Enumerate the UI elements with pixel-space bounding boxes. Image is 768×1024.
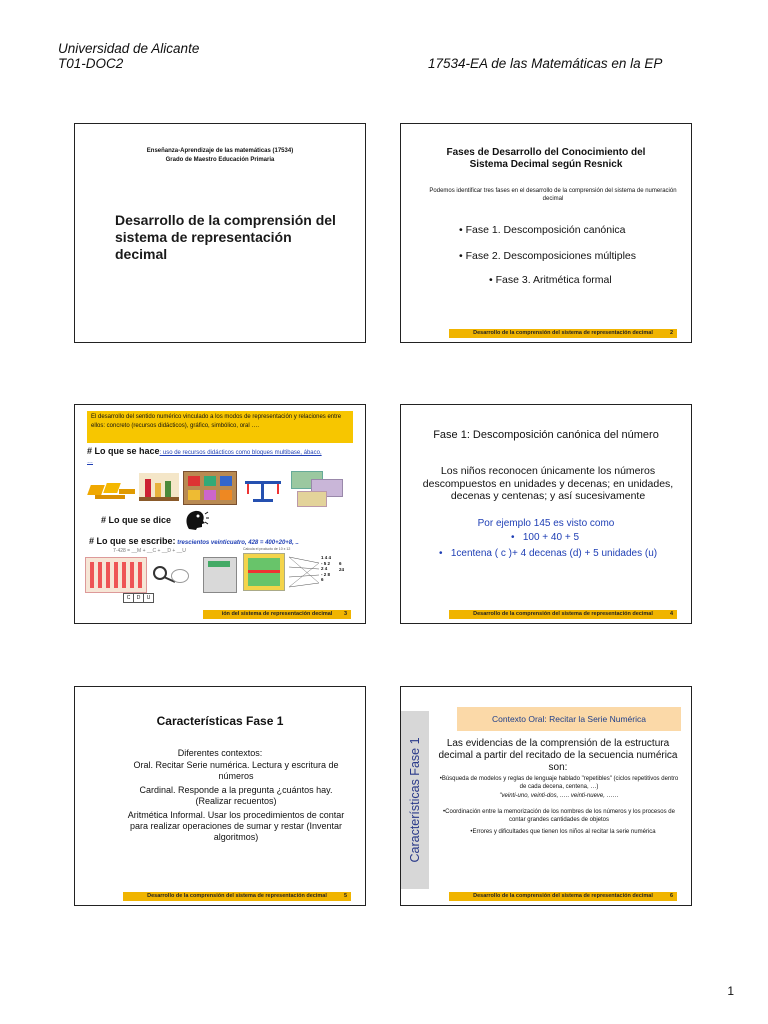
slide5-point-1: Oral. Recitar Serie numérica. Lectura y escritura de números [133,760,339,781]
slide4-bullet-2: • 1centena ( c )+ 4 decenas (d) + 5 unidades (u) [439,548,658,559]
slide2-title: Fases de Desarrollo del Conocimiento del Sistema Decimal según Resnick [446,147,646,170]
slide5-title: Características Fase 1 [156,714,284,728]
slide6-side-bar [401,711,429,889]
slide3-footer: ión del sistema de representación decimal 3 [203,610,351,619]
number-line-diagram [287,555,321,589]
slide6-bullet-1b: "veinti-uno, veinti-dos, ….. veinti-nueve, …… [499,793,619,799]
slide3-hace: # Lo que se hace: uso de recursos didácticos como bloques multibase, ábaco, … [87,446,322,465]
slide5-heading: Diferentes contextos: [177,748,263,758]
slide4-footer: Desarrollo de la comprensión del sistema de representación decimal 4 [449,610,677,619]
university-name: Universidad de Alicante [58,41,200,56]
slide3-subtraction: 1 4 4 - 5 2 2 4 - 2 8 6 [321,555,332,582]
slide6-bullet-2: •Coordinación entre la memorización de los nombres de los números y los procesos de contar grandes cantidades de objetos [443,809,675,823]
slide3-subtraction-2: 6 24 [339,561,345,572]
slide3-formula: 7·428 = __M + __C + __D + __U [113,548,186,554]
counting-box-image [183,471,237,505]
slide3-chart-note: Calcula el producto de 10 x 12 [243,547,291,551]
money-image [289,469,345,507]
slide2-footer: Desarrollo de la comprensión del sistema de representación decimal 2 [449,329,677,338]
slide-6 [400,686,692,906]
slide2-item-2: • Fase 2. Descomposiciones múltiples [459,250,636,262]
slide-3 [74,404,366,624]
slide4-title: Fase 1: Descomposición canónica del número [433,429,659,441]
balance-scale-image [243,475,283,503]
bead-abacus-image [85,557,147,593]
slide2-item-1: • Fase 1. Descomposición canónica [459,224,626,236]
slide5-point-2: Cardinal. Responde a la pregunta ¿cuántos hay. (Realizar recuentos) [139,785,333,806]
document-code: T01-DOC2 [58,56,124,71]
slide6-side-label: Características Fase 1 [408,737,422,863]
slide6-bullet-3: •Errores y dificultades que tienen los niños al recitar la serie numérica [470,829,656,835]
slide-4 [400,404,692,624]
slide3-intro-box: El desarrollo del sentido numérico vinculado a los modos de representación y relaciones entre ellos: concreto (recursos didácticos), gráfico, simbólico, oral …. [87,411,353,443]
slide6-bullet-1: •Búsqueda de modelos y reglas de lenguaje hablado "repetibles" (ciclos repetitivos dentro de cada decena, centena, …) [439,776,679,790]
slide1-degree-line: Grado de Maestro Educación Primaria [165,157,275,163]
slide3-dice: # Lo que se dice [101,515,172,525]
course-name: 17534-EA de las Matemáticas en la EP [428,56,663,71]
slide6-intro: Las evidencias de la comprensión de la estructura decimal a partir del recitado de la secuencia numérica son: [438,738,678,773]
slide6-footer: Desarrollo de la comprensión del sistema de representación decimal 6 [449,892,677,901]
page-number: 1 [727,984,734,998]
speaking-head-icon [183,509,209,531]
slide1-title: Desarrollo de la comprensión del sistema de representación decimal [115,212,336,262]
slide3-place-value-table: C D U [123,593,154,603]
slide4-bullet-1: • 100 + 40 + 5 [511,532,580,543]
slide5-footer: Desarrollo de la comprensión del sistema de representación decimal 5 [123,892,351,901]
slide4-example: Por ejemplo 145 es visto como [477,518,615,529]
hundred-grid-image [243,553,285,591]
calculator-image [203,557,237,593]
abacus-image [139,473,179,501]
slide-2 [400,123,692,343]
multibase-blocks-image [85,475,137,505]
slide6-context-box: Contexto Oral: Recitar la Serie Numérica [457,707,681,731]
slide2-intro: Podemos identificar tres fases en el desarrollo de la comprensión del sistema de numeración decimal [429,188,677,202]
slide4-body: Los niños reconocen únicamente los números descompuestos en unidades y decenas; en unidades, decenas y centenas; y así sucesivamente [422,465,674,502]
slide-5 [74,686,366,906]
slide-1 [74,123,366,343]
slide2-item-3: • Fase 3. Aritmética formal [489,274,612,286]
slide5-point-3: Aritmética Informal. Usar los procedimientos de contar para realizar operaciones de sumar y restar (Inventar algoritmos) [127,810,345,842]
slide1-course-line: Enseñanza-Aprendizaje de las matemáticas (17534) [146,148,294,154]
slide3-escribe: # Lo que se escribe: trescientos veinticuatro, 428 = 400+20+8, .. [89,536,299,546]
clock-icon [171,569,189,583]
